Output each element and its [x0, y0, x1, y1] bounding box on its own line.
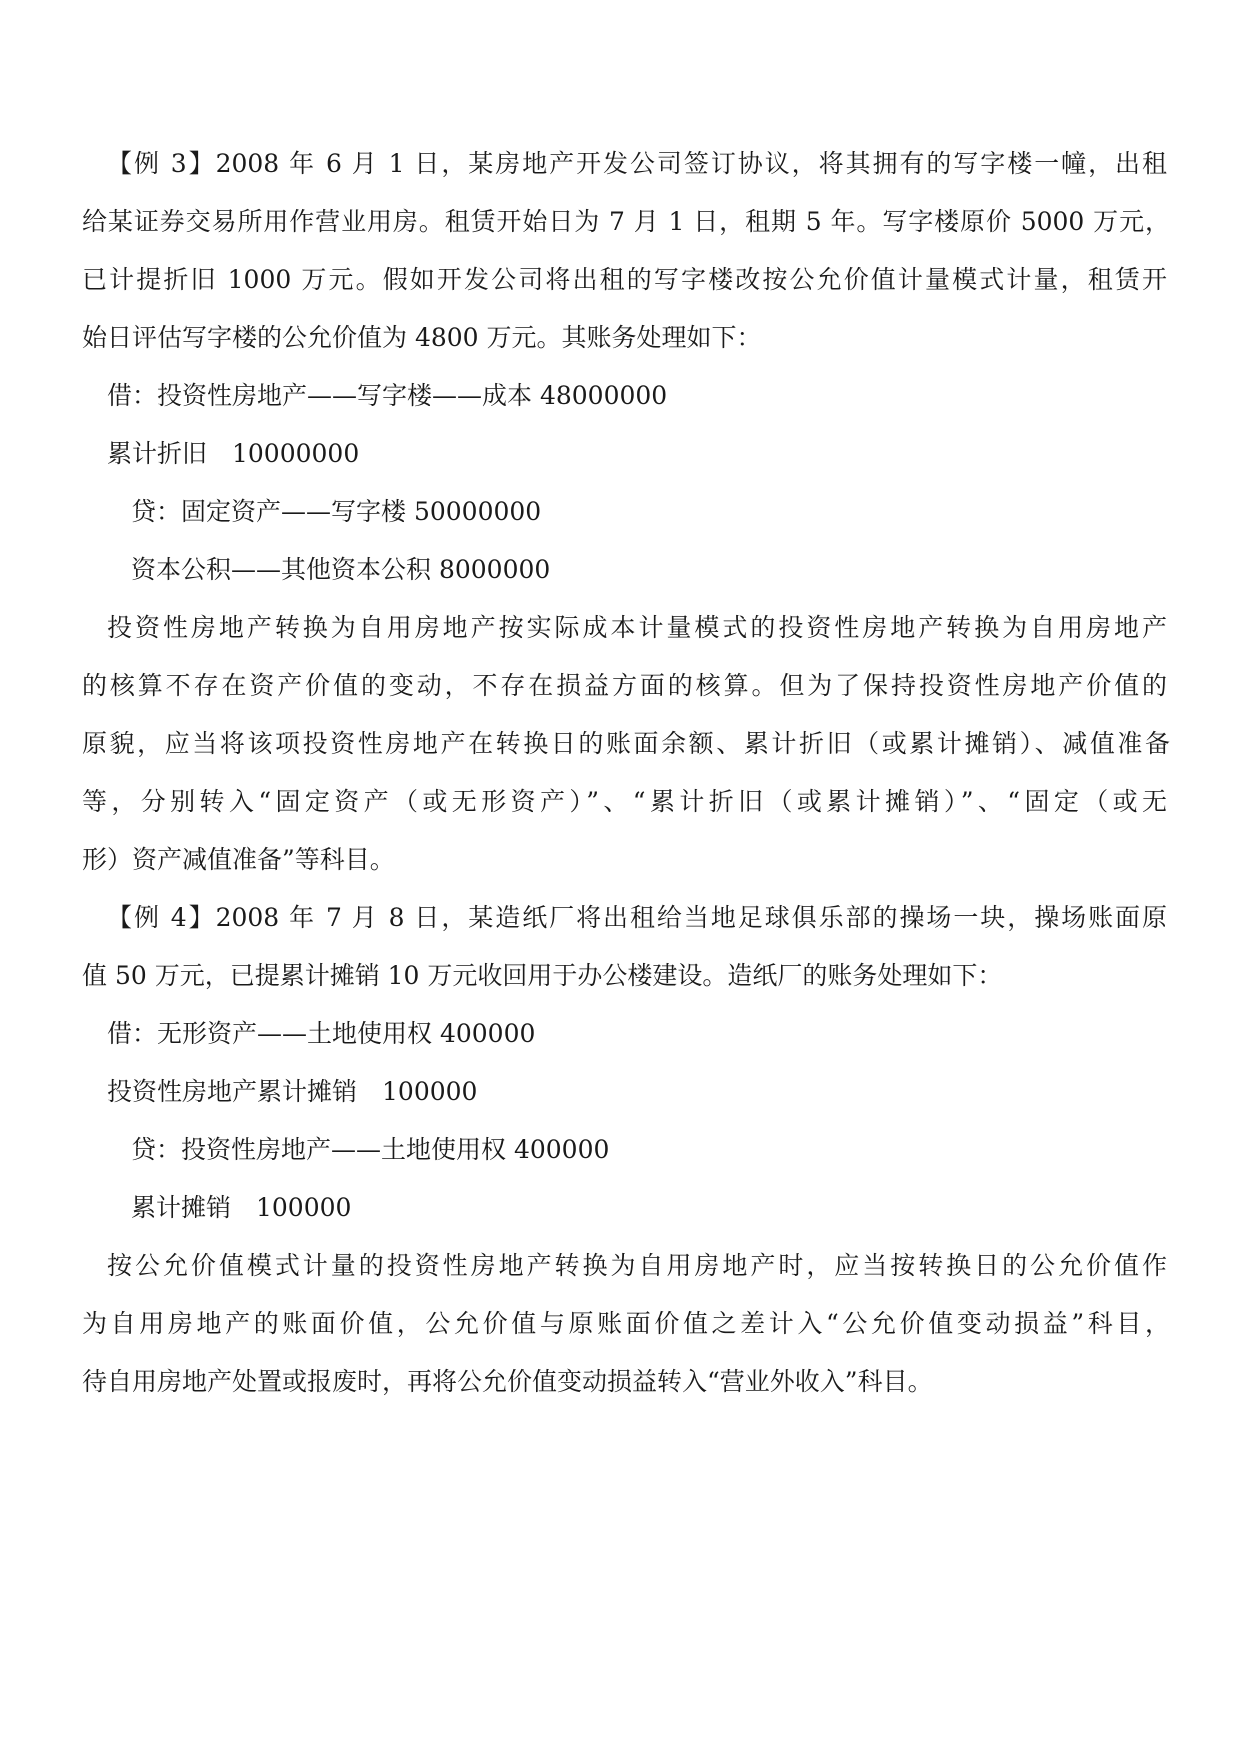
paragraph-line-3: 原貌，应当将该项投资性房地产在转换日的账面余额、累计折旧（或累计摊销）、减值准备: [82, 729, 1170, 758]
paragraph-line-5: 形）资产减值准备”等科目。: [82, 845, 395, 874]
journal2-debit-1: 借：无形资产——土地使用权 400000: [107, 1019, 536, 1048]
journal2-credit-1: 贷：投资性房地产——土地使用权 400000: [131, 1135, 610, 1164]
example-3-line-4: 始日评估写字楼的公允价值为 4800 万元。其账务处理如下：: [82, 323, 762, 352]
example-3-line-1: 【例 3】2008 年 6 月 1 日，某房地产开发公司签订协议，将其拥有的写字楼一幢，出租: [107, 149, 1167, 178]
final-paragraph-line-1: 按公允价值模式计量的投资性房地产转换为自用房地产时，应当按转换日的公允价值作: [107, 1251, 1167, 1280]
paragraph-line-4: 等，分别转入“固定资产（或无形资产）”、“累计折旧（或累计摊销）”、“固定（或无: [82, 787, 1167, 816]
example-4-line-1: 【例 4】2008 年 7 月 8 日，某造纸厂将出租给当地足球俱乐部的操场一块，操场账面原: [107, 903, 1167, 932]
journal-credit-1: 贷：固定资产——写字楼 50000000: [131, 497, 542, 526]
paragraph-line-1: 投资性房地产转换为自用房地产按实际成本计量模式的投资性房地产转换为自用房地产: [107, 613, 1167, 642]
example-3-line-2: 给某证券交易所用作营业用房。租赁开始日为 7 月 1 日，租期 5 年。写字楼原价 5000 万元，: [82, 207, 1170, 236]
example-4-line-2: 值 50 万元，已提累计摊销 10 万元收回用于办公楼建设。造纸厂的账务处理如下：: [82, 961, 1003, 990]
journal-debit-2: 累计折旧 10000000: [107, 439, 360, 468]
example-3-line-3: 已计提折旧 1000 万元。假如开发公司将出租的写字楼改按公允价值计量模式计量，租赁开: [82, 265, 1167, 294]
journal2-debit-2: 投资性房地产累计摊销 100000: [107, 1077, 478, 1106]
journal2-credit-2: 累计摊销 100000: [131, 1193, 352, 1222]
final-paragraph-line-2: 为自用房地产的账面价值，公允价值与原账面价值之差计入“公允价值变动损益”科目，: [82, 1309, 1170, 1338]
paragraph-line-2: 的核算不存在资产价值的变动，不存在损益方面的核算。但为了保持投资性房地产价值的: [82, 671, 1167, 700]
final-paragraph-line-3: 待自用房地产处置或报废时，再将公允价值变动损益转入“营业外收入”科目。: [82, 1367, 933, 1396]
journal-credit-2: 资本公积——其他资本公积 8000000: [131, 555, 551, 584]
journal-debit-1: 借：投资性房地产——写字楼——成本 48000000: [107, 381, 668, 410]
